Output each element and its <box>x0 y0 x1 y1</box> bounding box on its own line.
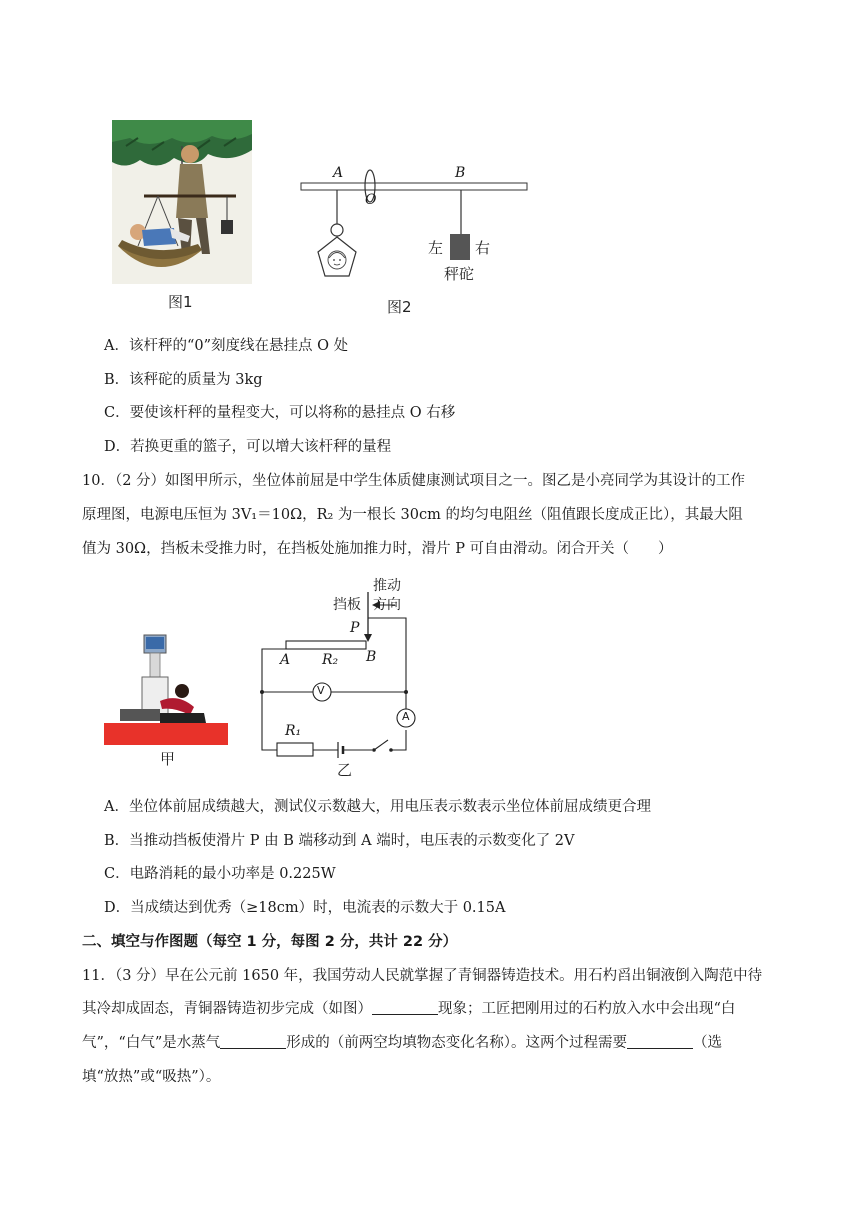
push-label-line-1: 推动 <box>373 578 401 594</box>
q10-stem-line-3: 值为 30Ω，挡板未受推力时，在挡板处施加推力时，滑片 P 可自由滑动。闭合开关（ ） <box>82 541 673 557</box>
voltmeter-label: V <box>317 684 325 697</box>
q10-stem-line-1: 10．（2 分）如图甲所示，坐位体前屈是中学生体质健康测试项目之一。图乙是小亮同学为其设计的工作 <box>82 473 746 489</box>
section-2-heading: 二、填空与作图题（每空 1 分，每图 2 分，共计 22 分） <box>82 934 458 950</box>
answer-blank-3[interactable] <box>627 1034 693 1049</box>
figure-1-illustration <box>112 120 252 284</box>
right-label: 右 <box>475 239 491 257</box>
point-o-label: O <box>365 192 377 208</box>
point-a-label: A <box>333 165 344 181</box>
q10-option-b: B．当推动挡板使滑片 P 由 B 端移动到 A 端时，电压表的示数变化了 2V <box>104 833 575 849</box>
point-b-label: B <box>455 165 466 181</box>
q10-option-a: A．坐位体前屈成绩越大，测试仪示数越大，用电压表示数表示坐位体前屈成绩更合理 <box>104 799 651 815</box>
q10-option-c: C．电路消耗的最小功率是 0.225W <box>104 866 336 882</box>
q9-option-d: D．若换更重的篮子，可以增大该杆秤的量程 <box>104 439 392 455</box>
baffle-label: 挡板 <box>333 597 361 613</box>
q10-stem-line-2: 原理图，电源电压恒为 3V₁＝10Ω，R₂ 为一根长 30cm 的均匀电阻丝（阻值跟长度成正比），其最大阻 <box>82 507 743 523</box>
switch-lever <box>374 740 388 750</box>
answer-blank-2[interactable] <box>220 1034 286 1049</box>
figure-1-caption: 图1 <box>168 293 193 311</box>
r2-label: R₂ <box>322 652 339 668</box>
q11-line-4: 填“放热”或“吸热”）。 <box>82 1069 221 1085</box>
figure-yi-circuit <box>250 576 450 776</box>
slider-p-label: P <box>350 620 360 636</box>
figure-jia-illustration <box>104 633 228 745</box>
q11-line-2-part-2: 现象；工匠把刚用过的石杓放入水中会出现“白 <box>438 1001 736 1017</box>
q11-line-3-part-1: 气”，“白气”是水蒸气 <box>82 1035 221 1051</box>
point-a-label: A <box>280 652 291 668</box>
ammeter-label: A <box>402 710 410 723</box>
q11-line-1: 11．（3 分）早在公元前 1650 年，我国劳动人民就掌握了青铜器铸造技术。用石杓舀出铜液倒入陶范中待 <box>82 968 763 984</box>
r1-label: R₁ <box>285 723 302 739</box>
resistor-r1 <box>277 743 313 756</box>
q11-line-2-part-1: 其冷却成固态，青铜器铸造初步完成（如图） <box>82 1001 372 1017</box>
left-label: 左 <box>428 239 444 257</box>
figure-jia-caption: 甲 <box>160 750 176 768</box>
answer-blank-1[interactable] <box>372 1000 438 1015</box>
push-label-line-2: 方向 <box>373 597 401 613</box>
steelyard-svg <box>300 160 530 320</box>
q9-option-c: C．要使该杆秤的量程变大，可以将称的悬挂点 O 右移 <box>104 405 456 421</box>
weight-label: 秤砣 <box>444 265 475 283</box>
q11-line-3-part-3: （选 <box>693 1035 722 1051</box>
figure-yi-caption: 乙 <box>337 761 353 779</box>
q11-line-3-part-2: 形成的（前两空均填物态变化名称）。这两个过程需要 <box>286 1035 627 1051</box>
figure-2-caption: 图2 <box>387 298 412 316</box>
q11-line-2 <box>82 999 735 1019</box>
q9-option-a: A．该杆秤的“0”刻度线在悬挂点 O 处 <box>104 338 349 354</box>
weight-block <box>450 234 470 260</box>
q9-option-b: B．该秤砣的质量为 3kg <box>104 372 263 388</box>
q11-line-3 <box>82 1033 722 1053</box>
q10-option-d: D．当成绩达到优秀（≥18cm）时，电流表的示数大于 0.15A <box>104 900 506 916</box>
point-b-label: B <box>366 649 377 665</box>
child-face <box>328 251 346 269</box>
figure-2-diagram <box>300 160 530 320</box>
resistor-r2 <box>286 641 366 649</box>
